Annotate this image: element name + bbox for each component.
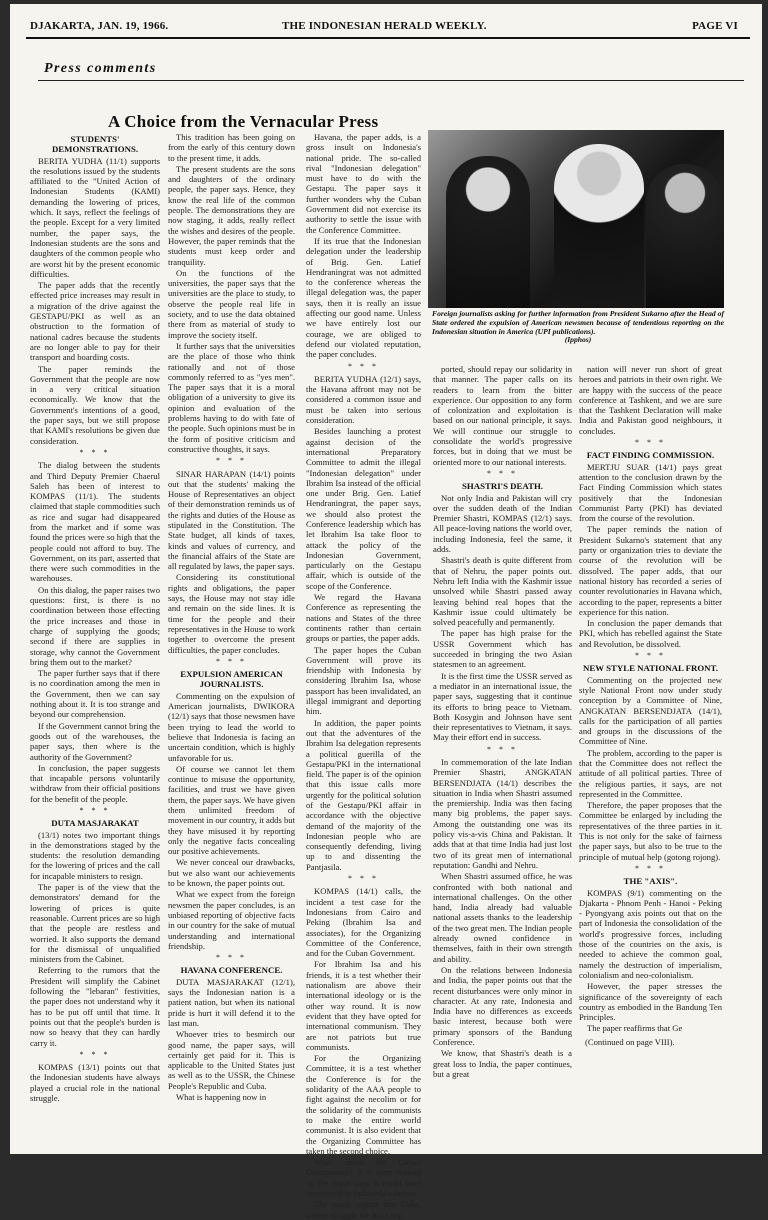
paragraph: If the Government cannot bring the goods out of the warehouses, the paper says, then where is the authority of the Government? [30,720,160,762]
paragraph: We regard the Havana Conference as representing the nations and States of the three continents rather than certain groups or parties, the paper adds. [306,592,421,644]
subhead-shastris-death: SHASTRI'S DEATH. [462,481,543,492]
paragraph: Besides launching a protest against decision of the international Preparatory Committee to admit the illegal "Indonesian delegation" under Ibrahim Isa instead of the official one under Brig. Gen. Latief Hendraningrat, the paper says, we should also protest the Conference leadership which has let Ibrahim Isa take floor to attack the policy of the Indonesian Government, particularly on the Gestapu affair, which is outside of the scope of the Conference. [306,426,421,591]
separator-stars: * * * [348,361,379,371]
paragraph: The paper regrets that Cuba, whose struggle we have sup [306,1199,421,1220]
subhead-fact-finding-commission: FACT FINDING COMMISSION. [586,450,715,461]
masthead [24,20,746,36]
separator-stars: * * * [79,1049,111,1059]
section-rule [38,80,744,81]
paragraph: Whoever tries to besmirch our good name, the paper says, will certainly get paid for it. This is applicable to the United States just as well as to the USSR, the Chinese People's Republic and Cuba. [168,1029,295,1091]
paragraph: It further says that the universities are the place of those who think rationally and not of those commonly referred to as "yes men". The paper says that it is a moral obligation of a university to give its opinion and evaluation of the problems having to do with fate of the people. Such opinions must be in the form of positive criticism and constructive thoughts, it says. [168,340,295,454]
paragraph: The present students are the sons and daughters of the ordinary people, the paper says. Hence, they know the real life of the common people. The demonstrations they are now staging, it adds, really reflect the wishes and desires of the people. However, the paper reminds that the students must keep order and tranquility. [168,163,295,267]
paragraph: On the functions of the universities, the paper says that the universities are the place to study, to observe the people real life in society, and to use the data obtained there from as material of study to improve the society itself. [168,267,295,340]
separator-stars: * * * [216,656,247,666]
headline: A Choice from the Vernacular Press [108,112,379,131]
paragraph: For Ibrahim Isa and his friends, it is a test whether their nationalism are above their international ideology or is the other way round. It is now evident that they have opted for international communism. They are not patriots but true communists. [306,959,421,1052]
paragraph: However, the paper stresses the significance of the sovereignty of each country as embodied in the Bandung Ten Principles. [579,981,722,1023]
paragraph: Not only India and Pakistan will cry over the sudden death of the Indian Premier Shastri, KOMPAS (12/1) says. All peace-loving nations the world over, including Indonesia, feel the same, it adds. [433,492,572,555]
news-photo [428,130,724,308]
column-3 [306,132,421,1220]
photo-figure-journalist [446,156,530,308]
subhead-new-style-national-front: NEW STYLE NATIONAL FRONT. [583,663,718,674]
photo-credit: (Ipphos) [564,335,592,345]
separator-stars: * * * [79,806,111,815]
separator-stars: * * * [348,874,379,884]
separator-stars: * * * [79,447,111,457]
photo-figure-journalist [646,164,724,308]
paragraph: (13/1) notes two important things in the demonstrations staged by the students: the resolution demanding for the lowering of prices and the call for incapable ministers to resign. [30,829,160,881]
photo-caption [432,310,724,345]
paragraph: Considering its constitutional rights and obligations, the paper says, the House may not stay idle and remain on the side lines. It is time for the people and their representatives in the House to work together to overcome the present difficulties, the paper concludes. [168,572,295,655]
paragraph: KOMPAS (9/1) commenting on the Djakarta - Phnom Penh - Hanoi - Peking - Pyongyang axis points out that on the part of Indonesia the consolidation of the world's progressive forces, including those of the countries on the axis, is needed to achieve the common goal, namely the destruction of imperialism, colonialism and neo-colonialism. [579,887,722,980]
paragraph: When Shastri assumed office, he was confronted with both national and international challenges. On the other hand, India already had valuable national assets thanks to the leadership of the two great men. The Indian people already owned confidence in themselves, faith in their own strength and ability. [433,871,572,964]
separator-stars: * * * [487,468,518,478]
paragraph: What we expect from the foreign newsmen the paper concludes, is an unbiased reporting of objective facts in our country for the sake of mutual understanding and international friendship. [168,889,295,951]
paragraph: The paper has high praise for the USSR Government which has succeeded in bringing the two Asian statesmen to an agreement. [433,628,572,670]
masthead-date: DJAKARTA, JAN. 19, 1966. [30,20,169,32]
paragraph: We never conceal our drawbacks, but we also want our achievements to be known, the paper points out. [168,857,295,889]
paragraph: In addition, the paper points out that the adventures of the Ibrahim Isa delegation represents a political guerilla of the Gestapu/PKI in the international field. The paper is of the opinion that this issue calls more urgently for the political solution of the Gestapu/PKI affair in accordance with the objective demand of the majority of the Indonesian people who are consequently defending, living up to and dissenting the Pantjasila. [306,717,421,872]
section-title: Press comments [44,61,157,76]
paragraph: KOMPAS (13/1) points out that the Indonesian students have always played a crucial role in the national struggle. [30,1062,160,1104]
column-1 [30,132,160,1140]
paragraph: In conclusion the paper demands that PKI, which has rebelled against the State and Revolution, be dissolved. [579,618,722,649]
paragraph: In conclusion, the paper suggests that incapable persons voluntarily withdraw from their official positions for the benefit of the people. [30,762,160,804]
paragraph: KOMPAS (14/1) calls, the incident a test case for the Indonesians from Cairo and Peking (Ibrahim Isa and associates), for the Organizing Committee of the Conference, and for the Cuban Government. [306,886,421,959]
paragraph: The paper reminds the Government that the people are now in a very critical situation economically. We know that the Government's intentions of a good, the paper says, but we still propose that KAMI's resolutions be given due consideration. [30,363,160,446]
subhead-students-demonstrations: STUDENTS' DEMONSTRATIONS. [51,134,139,155]
paragraph: DUTA MASJARAKAT (12/1), says the Indonesian nation is a patient nation, but when its national pride is hurt it will defend it to the last man. [168,976,295,1028]
paragraph: The paper adds that the recently effected price increases may result in a migration of the drive against the GESTAPU/PKI as well as an obstruction to the formation of national cadres because the students are no longer able to pay for their transport and boarding costs. [30,280,160,363]
paragraph: BERITA YUDHA (12/1) says, the Havana affront may not be considered a common issue and must be taken into serious consideration. [306,373,421,426]
newspaper-page [10,4,762,1220]
paragraph: The paper hopes the Cuban Government will prove its friendship with Indonesia by considering Ibrahim Isa, whose passport has been invalidated, an illegal immigrant and deporting him. [306,644,421,717]
paragraph: The problem, according to the paper is that the Committee does not reflect the attitude of all political parties. Three of the religious parties, it says, are not represented in the Committee. [579,747,722,799]
paragraph: Of course we cannot let them continue to misuse the opportunity, facilities, and trust we have given them, the paper says. We have given them unlimited freedom of movement in our country, it adds but they have misused it by reporting only the negative facts concealing our positive achievements. [168,763,295,857]
subhead-the-axis: THE "AXIS". [623,876,678,887]
paragraph: BERITA YUDHA (11/1) supports the resolutions issued by the students affiliated to the "United Action of Indonesian Students (KAMI) demanding the lowering of prices, which. It says, reflect the feelings of the people. Except for a very limited number, the paper says, the Indonesian students are the sons and daughters of the common people who are worst hit by the present economic difficulties. [30,155,160,279]
photo-figure-president [554,144,644,308]
paragraph: Referring to the rumors that the President will simplify the Cabinet following the "lebaran" festivities, the paper does not understand why it has to be put off until that time. It points out that the people's burden is now so heavy that they can hardly carry it. [30,965,160,1048]
paragraph: What is happening now in [176,1092,267,1103]
column-5 [579,364,722,1140]
paragraph: What about the Cuban Government? If it were willing to, the paper says, it could have intervened in Indonesia's favour. [306,1157,421,1198]
subhead-duta-masjarakat: DUTA MASJARAKAT [51,818,139,829]
column-4 [433,364,572,1140]
masthead-page-number: PAGE VI [692,20,738,32]
separator-stars: * * * [216,953,247,963]
separator-stars: * * * [635,651,666,661]
paragraph: nation will never run short of great heroes and patriots in their own right. We are happy with the success of the peace conference at Tashkent, and we are sure that the Tashkent Declaration will make India and Pakistan good neighbours, it concludes. [579,364,722,436]
photo-caption-text: Foreign journalists asking for further information from President Sukarno after the Head of State ordered the expulsion of American newsmen because of tendentious reporting on the Indonesian situation in America (UPI publications). [432,309,724,336]
paragraph: If its true that the Indonesian delegation under the leadership of Brig. Gen. Latief Hendraningrat was not admitted to the conference whereas the illegal delegation was, the paper says, then it is really an issue affecting our good name. Unless we have entirely lost our courage, we are obliged to defend our violated reputation, the paper concludes. [306,235,421,360]
paragraph: On this dialog, the paper raises two questions: first, is there is no coordination between those effecting the price increases and those in charge of supplying the goods; second if there are supplies in storage, why cannot the Government bring them out to the market? [30,584,160,667]
paragraph: ported, should repay our solidarity in that manner. The paper calls on its readers to learn from the bitter experience. Our opposition to any form of colonization and exploitation is based on our national principle, it says. We will continue our struggle to consolidate the world's progressive forces, but in doing that we must be oriented more to our national interests. [433,364,572,467]
paragraph: The paper further says that if there is no coordination among the men in the Government, then we can say nothing about it. It is too strange and beyond our comprehension. [30,668,160,720]
paragraph: On the relations between Indonesia and India, the paper points out that the recent disturbances were only minor in character. At any rate, Indonesia and India have no differences as exceeds basic interest, because both were primary sponsors of the Bandung Conference. [433,964,572,1047]
subhead-havana-conference: HAVANA CONFERENCE. [180,965,283,976]
separator-stars: * * * [635,863,666,873]
separator-stars: * * * [635,438,666,448]
paragraph: In commemoration of the late Indian Premier Shastri, ANGKATAN BERSENDJATA (14/1) describes the situation in India when Shastri assumed the premiership. India was then facing many big problems, the paper says. Among the outstanding one was its policy vis-a-vis China and Pakistan. It adds that at that time India had just lost two of its great men of international reputation: Gandhi and Nehru. [433,756,572,870]
continued-note: (Continued on page VIII). [585,1036,675,1047]
paragraph: Commenting on the expulsion of American journalists, DWIKORA (12/1) says that those newsmen have been trying to lead the world to believe that Indonesia is facing an uncertain condition, which is highly unfavorable for us. [168,690,295,763]
paragraph: Therefore, the paper proposes that the Committee be enlarged by including the representatives of the three parties in it. This is not only for the sake of fairness the paper says, but also to be true to the principle of mutual help (gotong rojong). [579,800,722,862]
masthead-rule [26,37,750,39]
paragraph: MERTJU SUAR (14/1) pays great attention to the conclusion drawn by the Fact Finding Commission which states positively that the Indonesian Communist Party (PKI) has deviated from the course of the revolution. [579,461,722,524]
paragraph: Shastri's death is quite different from that of Nehru, the paper points out. Nehru left India with the Kashmir issue unsolved while Shastri passed away leaving behind real hopes that the Kashmir issue could ultimately be solved peacefully and permanently. [433,555,572,628]
paragraph: Havana, the paper adds, is a gross insult on Indonesia's national pride. The so-called rival "Indonesian delegation" must have to do with the Gestapu. The paper says it further wonders why the Cuban Government did not exercise its authority to settle the issue with the Conference Committee. [306,132,421,235]
separator-stars: * * * [487,744,518,754]
column-2 [168,132,295,1140]
separator-stars: * * * [216,456,247,466]
paragraph: The paper is of the view that the demonstrators' demand for the lowering of prices is quite reasonable. Current prices are so high that the people are restless and worried. It also supports the demand for the dismissal of unqualified ministers from the Cabinet. [30,882,160,965]
paragraph: The paper reaffirms that Ge [587,1023,683,1034]
paragraph: SINAR HARAPAN (14/1) points out that the students' making the House of Representatives an object of their demonstration reminds us of the rights and duties of the House as stipulated in the Constitution. The State budget, all kinds of taxes, kinds and values of currency, and the financial affairs of the State are all regulated by laws, the paper says. [168,468,295,572]
masthead-paper-name: THE INDONESIAN HERALD WEEKLY. [282,20,487,32]
paragraph: The paper reminds the nation of President Sukarno's statement that any party or organization tries to deviate the course of the revolution will be dissolved. The paper adds, that our national history has recorded a series of counter revolutionaries in Havana which, according to the paper, represents a bitter experience for this nation. [579,524,722,617]
paragraph: For the Organizing Committee, it is a test whether the Conference is for the solidarity of the AAA people to fight against the necolim or for the solidarity of the communists to make the entire world communist. It is also evident that the Organizing Committee has taken the second choice. [306,1053,421,1156]
paragraph: Commenting on the projected new style National Front now under study conception by a Committee of Nine, ANGKATAN BERSENDJATA (14/1), calls for the participation of all parties and groups in the discussions of the Committee of Nine. [579,674,722,747]
paragraph: This tradition has been going on from the early of this century down to the present time, it adds. [168,132,295,163]
paragraph: The dialog between the students and Third Deputy Premier Chaerul Saleh has been of interest to KOMPAS (11/1). The students claimed that staple commodities such as rice and sugar had disappeared from the market and if some was found the prices were so high that the people could not afford to buy. The Government, on its part, asserted that there were such commodities in the warehouses. [30,460,160,584]
paragraph: It is the first time the USSR served as a mediator in an international issue, the paper says, suggesting that it continue its efforts to bring peace to Vietnam. Both Kosygin and Johnson have sent their representatives to Vietnam, it says. May their effort end in success. [433,670,572,743]
paragraph: We know, that Shastri's death is a great loss to India, the paper continues, but a great [433,1048,572,1079]
subhead-expulsion-american-journalists: EXPULSION AMERICAN JOURNALISTS. [180,669,283,690]
